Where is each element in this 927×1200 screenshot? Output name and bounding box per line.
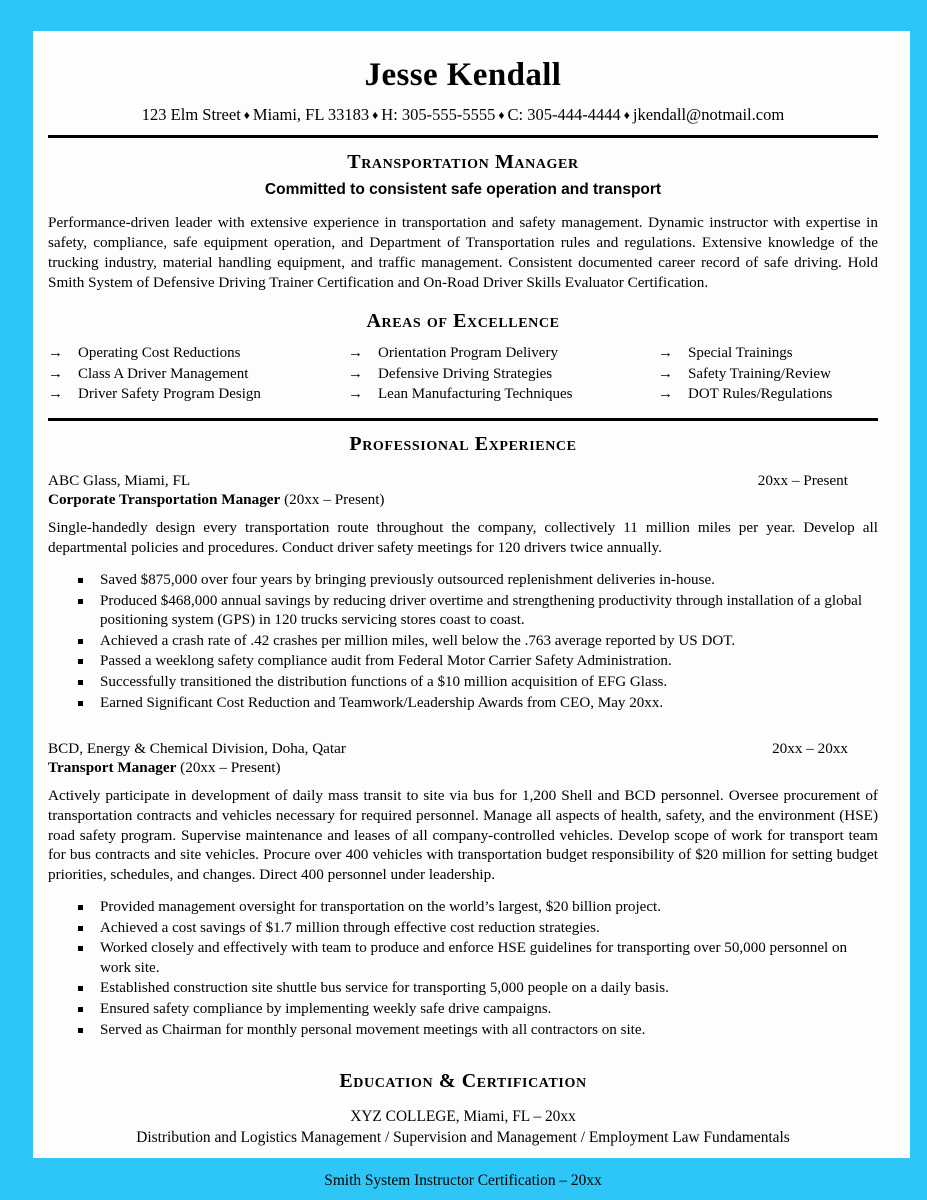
job-role-dates: (20xx – Present) [176, 759, 281, 777]
job-dates: 20xx – Present [757, 472, 848, 490]
job-role-title: Transport Manager [48, 759, 177, 777]
contact-line [48, 105, 878, 125]
bullet-item: Achieved a crash rate of .42 crashes per million miles, well below the .763 average reported by US DOT. [48, 632, 878, 652]
job-summary: Single-handedly design every transportation route throughout the company, collectively 11 million miles per year. Develop all departmental policies and procedures. Conduct driver safety meetings for 120 drivers twice annually. [48, 519, 878, 557]
aoe-item [48, 343, 348, 363]
aoe-label: Lean Manufacturing Techniques [378, 386, 573, 403]
experience-heading: Professional Experience [349, 433, 577, 456]
experience-divider [48, 418, 878, 421]
arrow-icon: → [348, 365, 363, 382]
arrow-icon: → [48, 386, 63, 403]
bullet-item: Worked closely and effectively with team to produce and enforce HSE guidelines for transporting over 50,000 personnel on work site. [48, 939, 878, 978]
tagline: Committed to consistent safe operation and transport [264, 181, 662, 199]
job-bullet-list [48, 571, 878, 713]
education-certification: Smith System Instructor Certification – 20xx [324, 1171, 602, 1189]
arrow-icon: → [348, 345, 363, 362]
aoe-item [48, 364, 348, 384]
aoe-label: Special Trainings [688, 345, 793, 362]
aoe-label: Operating Cost Reductions [78, 345, 241, 362]
aoe-item [48, 384, 348, 404]
contact-separator-icon: ♦ [372, 108, 379, 123]
resume-content [48, 31, 878, 1192]
bullet-item: Established construction site shuttle bus service for transporting 5,000 people on a daily basis. [48, 979, 878, 999]
contact-separator-icon: ♦ [243, 108, 250, 123]
job-company: BCD, Energy & Chemical Division, Doha, Qatar [48, 740, 346, 758]
arrow-icon: → [348, 386, 363, 403]
job-role [48, 759, 878, 777]
experience-entry [48, 472, 878, 713]
aoe-item [658, 384, 878, 404]
job-dates: 20xx – 20xx [772, 740, 848, 758]
bullet-item: Earned Significant Cost Reduction and Teamwork/Leadership Awards from CEO, May 20xx. [48, 694, 878, 714]
areas-of-excellence-grid [48, 343, 878, 404]
education-coursework: Distribution and Logistics Management / Supervision and Management / Employment Law Fundamentals [136, 1129, 790, 1147]
contact-separator-icon: ♦ [623, 108, 630, 123]
contact-cell-phone: C: 305-444-4444 [507, 105, 621, 125]
aoe-label: DOT Rules/Regulations [688, 386, 833, 403]
resume-page [33, 31, 910, 1189]
arrow-icon: → [658, 365, 673, 382]
aoe-column-2 [348, 343, 658, 404]
arrow-icon: → [658, 345, 673, 362]
contact-address: 123 Elm Street [141, 105, 241, 125]
header-divider [48, 135, 878, 138]
contact-home-phone: H: 305-555-5555 [381, 105, 496, 125]
arrow-icon: → [48, 345, 63, 362]
job-role-title: Corporate Transportation Manager [48, 491, 281, 509]
job-summary: Actively participate in development of daily mass transit to site via bus for 1,200 Shell and BCD personnel. Oversee procurement of transportation contracts and vehicles necessary for required personnel. Manage all aspects of health, safety, and the environment (HSE) road safety program. Supervise maintenance and leases of all company-controlled vehicles. Develop scope of work for transport team for bus contracts and site vehicles. Procure over 400 vehicles with transportation budget responsibility of $20 million for setting budget priorities, schedules, and changes. Direct 400 personnel under leadership. [48, 787, 878, 884]
bullet-item: Provided management oversight for transportation on the world’s largest, $20 billion project. [48, 898, 878, 918]
bullet-item: Passed a weeklong safety compliance audit from Federal Motor Carrier Safety Administration. [48, 652, 878, 672]
job-header-row [48, 740, 878, 758]
target-title: Transportation Manager [347, 151, 579, 174]
aoe-item [348, 343, 658, 363]
aoe-column-3 [658, 343, 878, 404]
arrow-icon: → [658, 386, 673, 403]
arrow-icon: → [48, 365, 63, 382]
job-header-row [48, 472, 878, 490]
contact-separator-icon: ♦ [498, 108, 505, 123]
aoe-item [658, 364, 878, 384]
aoe-label: Driver Safety Program Design [78, 386, 261, 403]
summary-paragraph: Performance-driven leader with extensive experience in transportation and safety management. Dynamic instructor with expertise in safety, compliance, safe equipment operation, and Department of Transportation rules and regulations. Extensive knowledge of the trucking industry, material handling equipment, and traffic management. Consistent documented career record of safe driving. Hold Smith System of Defensive Driving Trainer Certification and On-Road Driver Skills Evaluator Certification. [48, 214, 878, 291]
job-bullet-list [48, 898, 878, 1040]
education-heading: Education & Certification [339, 1070, 587, 1093]
contact-city: Miami, FL 33183 [252, 105, 370, 125]
experience-entry [48, 740, 878, 1040]
bullet-item: Saved $875,000 over four years by bringing previously outsourced replenishment deliveries in-house. [48, 571, 878, 591]
bullet-item: Produced $468,000 annual savings by reducing driver overtime and strengthening productivity through installation of a global positioning system (GPS) in 120 trucks servicing stores coast to coast. [48, 592, 878, 631]
aoe-label: Safety Training/Review [688, 365, 831, 382]
aoe-label: Class A Driver Management [78, 365, 249, 382]
areas-of-excellence-heading: Areas of Excellence [366, 310, 560, 333]
aoe-item [658, 343, 878, 363]
candidate-name: Jesse Kendall [364, 57, 562, 93]
job-role [48, 491, 878, 509]
job-role-dates: (20xx – Present) [280, 491, 385, 509]
contact-email[interactable]: jkendall@notmail.com [632, 105, 785, 125]
education-school: XYZ COLLEGE, Miami, FL – 20xx [350, 1108, 576, 1126]
bullet-item: Ensured safety compliance by implementing weekly safe drive campaigns. [48, 1000, 878, 1020]
job-company: ABC Glass, Miami, FL [48, 472, 191, 490]
bullet-item: Achieved a cost savings of $1.7 million through effective cost reduction strategies. [48, 919, 878, 939]
aoe-label: Defensive Driving Strategies [378, 365, 553, 382]
bullet-item: Served as Chairman for monthly personal movement meetings with all contractors on site. [48, 1021, 878, 1041]
bullet-item: Successfully transitioned the distribution functions of a $10 million acquisition of EFG Glass. [48, 673, 878, 693]
aoe-label: Orientation Program Delivery [378, 345, 558, 362]
aoe-item [348, 364, 658, 384]
aoe-item [348, 384, 658, 404]
aoe-column-1 [48, 343, 348, 404]
